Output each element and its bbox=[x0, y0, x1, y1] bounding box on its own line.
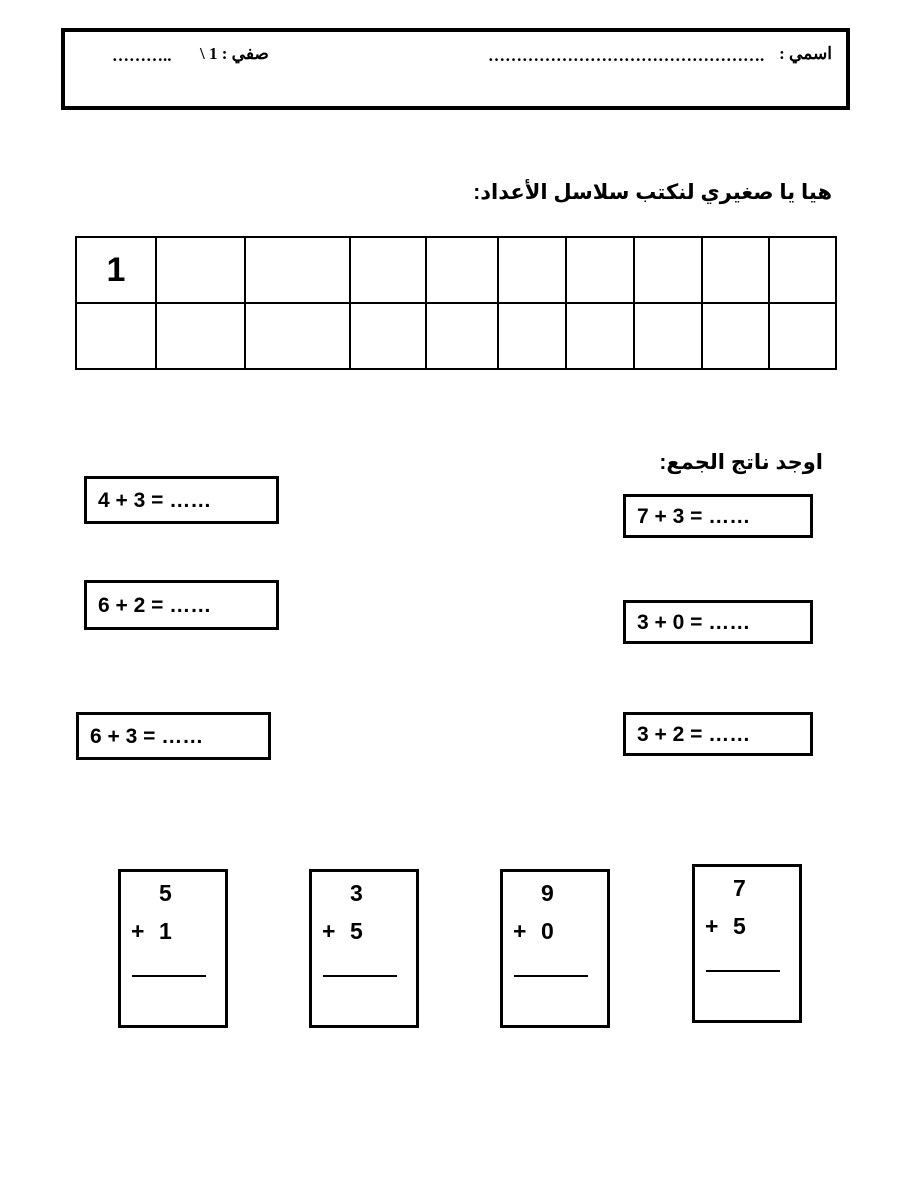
grid-cell[interactable] bbox=[498, 303, 566, 369]
grid-cell[interactable] bbox=[426, 237, 498, 303]
card-bottom-number: 0 bbox=[541, 918, 554, 944]
sequence-instruction: هيا يا صغيري لنكتب سلاسل الأعداد: bbox=[473, 181, 832, 204]
grid-cell[interactable] bbox=[769, 303, 836, 369]
plus-sign: + bbox=[705, 913, 719, 939]
grid-cell-start: 1 bbox=[76, 237, 156, 303]
grid-cell[interactable] bbox=[566, 237, 634, 303]
grid-cell[interactable] bbox=[702, 303, 769, 369]
grid-cell[interactable] bbox=[566, 303, 634, 369]
answer-line bbox=[514, 975, 588, 977]
vertical-addition-card[interactable] bbox=[692, 864, 802, 1023]
card-top-number: 5 bbox=[159, 880, 172, 906]
equation-box[interactable]: 3 + 2 = …… bbox=[623, 712, 813, 756]
card-bottom-number: 1 bbox=[159, 918, 172, 944]
card-top-number: 7 bbox=[733, 875, 746, 901]
grid-row bbox=[76, 237, 836, 303]
equation-box[interactable]: 3 + 0 = …… bbox=[623, 600, 813, 644]
addition-instruction: اوجد ناتج الجمع: bbox=[659, 451, 823, 474]
vertical-addition-card[interactable] bbox=[118, 869, 228, 1028]
name-field[interactable]: …………………………………………. bbox=[488, 46, 765, 65]
plus-sign: + bbox=[513, 918, 527, 944]
class-label: صفي : 1 \ bbox=[200, 44, 269, 63]
grid-row bbox=[76, 303, 836, 369]
grid-cell[interactable] bbox=[350, 303, 426, 369]
card-bottom-number: 5 bbox=[350, 918, 363, 944]
grid-cell[interactable] bbox=[245, 303, 350, 369]
grid-cell[interactable] bbox=[156, 237, 245, 303]
class-field[interactable]: ……….. bbox=[112, 46, 172, 65]
equation-box[interactable]: 6 + 3 = …… bbox=[76, 712, 271, 760]
card-bottom-number: 5 bbox=[733, 913, 746, 939]
card-top-number: 9 bbox=[541, 880, 554, 906]
grid-cell[interactable] bbox=[498, 237, 566, 303]
grid-cell[interactable] bbox=[769, 237, 836, 303]
answer-line bbox=[132, 975, 206, 977]
grid-cell[interactable] bbox=[245, 237, 350, 303]
answer-line bbox=[323, 975, 397, 977]
grid-cell[interactable] bbox=[702, 237, 769, 303]
card-top-number: 3 bbox=[350, 880, 363, 906]
grid-cell[interactable] bbox=[634, 237, 702, 303]
grid-cell[interactable] bbox=[634, 303, 702, 369]
equation-box[interactable]: 7 + 3 = …… bbox=[623, 494, 813, 538]
grid-cell[interactable] bbox=[76, 303, 156, 369]
number-sequence-grid bbox=[75, 236, 837, 370]
header-box bbox=[61, 28, 850, 110]
name-label: اسمي : bbox=[779, 44, 832, 63]
plus-sign: + bbox=[131, 918, 145, 944]
answer-line bbox=[706, 970, 780, 972]
vertical-addition-card[interactable] bbox=[500, 869, 610, 1028]
equation-box[interactable]: 6 + 2 = …… bbox=[84, 580, 279, 630]
vertical-addition-card[interactable] bbox=[309, 869, 419, 1028]
plus-sign: + bbox=[322, 918, 336, 944]
grid-cell[interactable] bbox=[156, 303, 245, 369]
grid-cell[interactable] bbox=[350, 237, 426, 303]
grid-cell[interactable] bbox=[426, 303, 498, 369]
equation-box[interactable]: 4 + 3 = …… bbox=[84, 476, 279, 524]
